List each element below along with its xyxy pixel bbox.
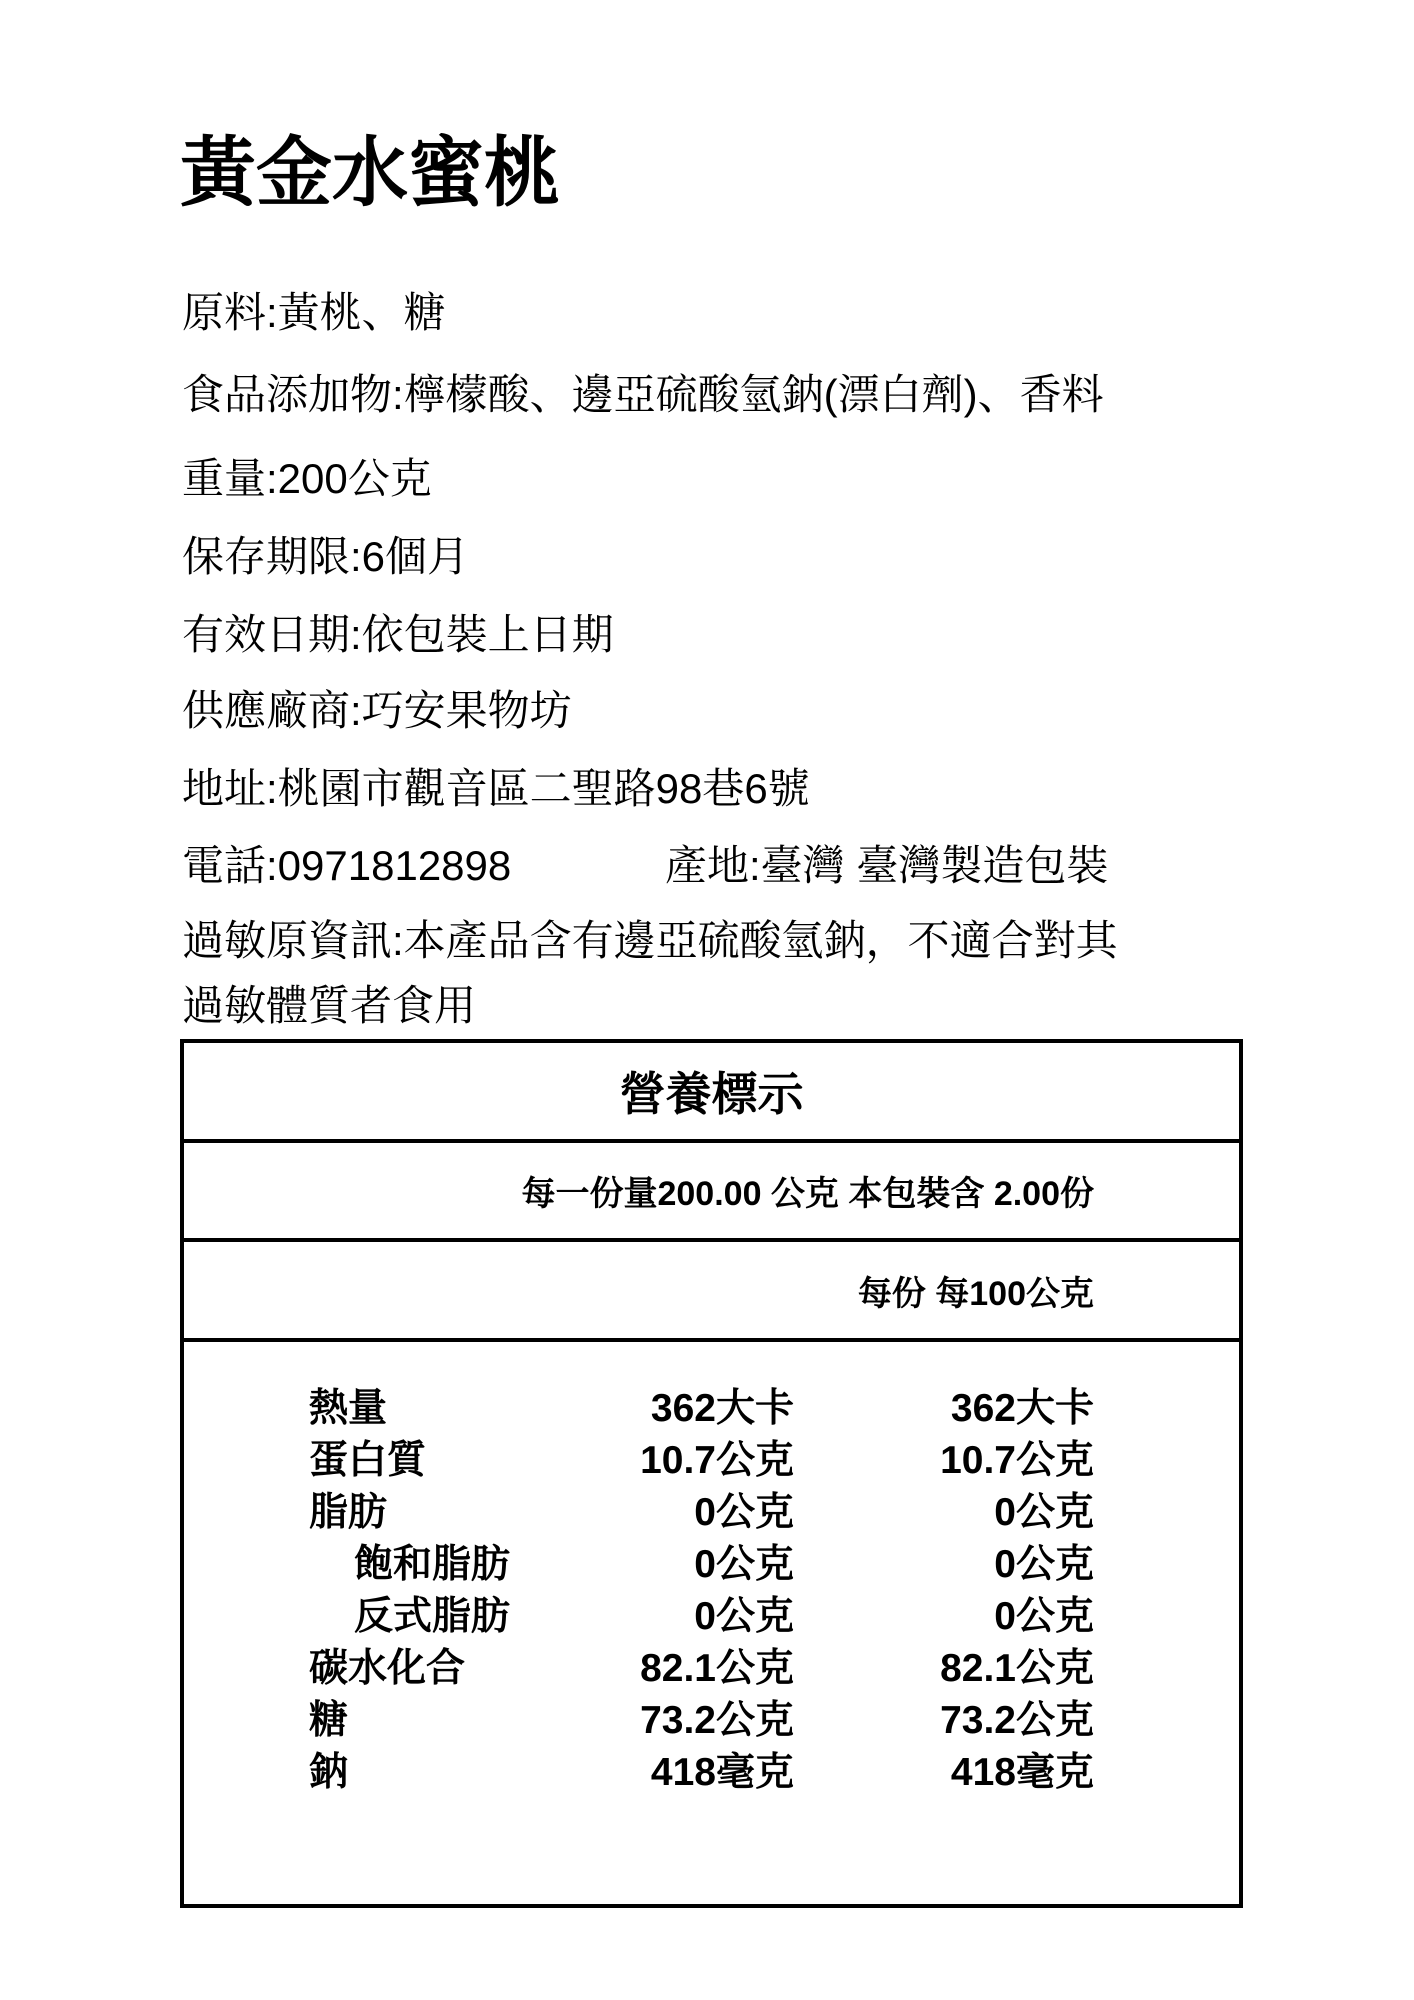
nutrient-label: 碳水化合 (309, 1646, 466, 1690)
nutrient-per-100g-value: 82.1公克 (940, 1646, 1094, 1690)
nutrient-per-100g-value: 73.2公克 (940, 1698, 1094, 1742)
phone-text: 電話:0971812898 (182, 842, 512, 889)
nutrient-label: 飽和脂肪 (354, 1542, 511, 1586)
nutrient-per-serving-value: 10.7公克 (640, 1438, 794, 1482)
nutrient-per-serving-value: 73.2公克 (640, 1698, 794, 1742)
origin-text: 產地:臺灣 臺灣製造包裝 (665, 842, 1109, 889)
nutrient-row-fat (184, 1486, 1239, 1538)
address-line: 地址:桃園市觀音區二聖路98巷6號 (182, 765, 810, 812)
shelf-life-line: 保存期限:6個月 (182, 533, 470, 580)
expiry-date-line: 有效日期:依包裝上日期 (182, 611, 614, 658)
nutrient-per-100g-value: 0公克 (994, 1594, 1094, 1638)
nutrient-row-trans-fat (184, 1590, 1239, 1642)
nutrition-table-title-row (184, 1043, 1239, 1143)
column-header-row (184, 1242, 1239, 1342)
nutrition-table-title: 營養標示 (619, 1068, 804, 1120)
additives-line: 食品添加物:檸檬酸、邊亞硫酸氫鈉(漂白劑)、香料 (182, 371, 1104, 418)
weight-line: 重量:200公克 (182, 455, 432, 502)
nutrient-per-serving-value: 362大卡 (650, 1386, 794, 1430)
nutrient-label: 鈉 (309, 1750, 349, 1794)
serving-size-text: 每一份量200.00 公克 本包裝含 2.00份 (521, 1175, 1094, 1213)
nutrient-per-100g-value: 418毫克 (950, 1750, 1094, 1794)
nutrient-row-calories (184, 1382, 1239, 1434)
product-title: 黃金水蜜桃 (180, 131, 560, 216)
nutrient-per-serving-value: 0公克 (694, 1594, 794, 1638)
nutrient-label: 蛋白質 (309, 1438, 427, 1482)
nutrient-label: 糖 (309, 1698, 349, 1742)
nutrient-per-100g-value: 10.7公克 (940, 1438, 1094, 1482)
nutrient-row-carbohydrate (184, 1642, 1239, 1694)
nutrition-facts-table (180, 1039, 1243, 1908)
column-header-text: 每份 每100公克 (857, 1274, 1094, 1313)
nutrient-row-sugar (184, 1694, 1239, 1746)
allergen-info-line-1: 過敏原資訊:本產品含有邊亞硫酸氫鈉，不適合對其 (182, 917, 1118, 964)
serving-size-row (184, 1143, 1239, 1242)
nutrient-per-100g-value: 362大卡 (950, 1386, 1094, 1430)
nutrient-row-sodium (184, 1746, 1239, 1798)
nutrient-per-serving-value: 0公克 (694, 1542, 794, 1586)
ingredients-line: 原料:黃桃、糖 (182, 289, 446, 336)
phone-origin-line (182, 842, 1109, 889)
nutrient-per-serving-value: 82.1公克 (640, 1646, 794, 1690)
nutrient-per-serving-value: 418毫克 (650, 1750, 794, 1794)
nutrient-per-serving-value: 0公克 (694, 1490, 794, 1534)
nutrition-rows-section (184, 1342, 1239, 1798)
nutrient-label: 脂肪 (309, 1490, 388, 1534)
nutrient-label: 熱量 (309, 1386, 388, 1430)
nutrient-label: 反式脂肪 (354, 1594, 511, 1638)
nutrient-row-protein (184, 1434, 1239, 1486)
nutrient-row-saturated-fat (184, 1538, 1239, 1590)
supplier-line: 供應廠商:巧安果物坊 (182, 687, 572, 734)
nutrient-per-100g-value: 0公克 (994, 1542, 1094, 1586)
allergen-info-line-2: 過敏體質者食用 (182, 982, 477, 1029)
nutrient-per-100g-value: 0公克 (994, 1490, 1094, 1534)
